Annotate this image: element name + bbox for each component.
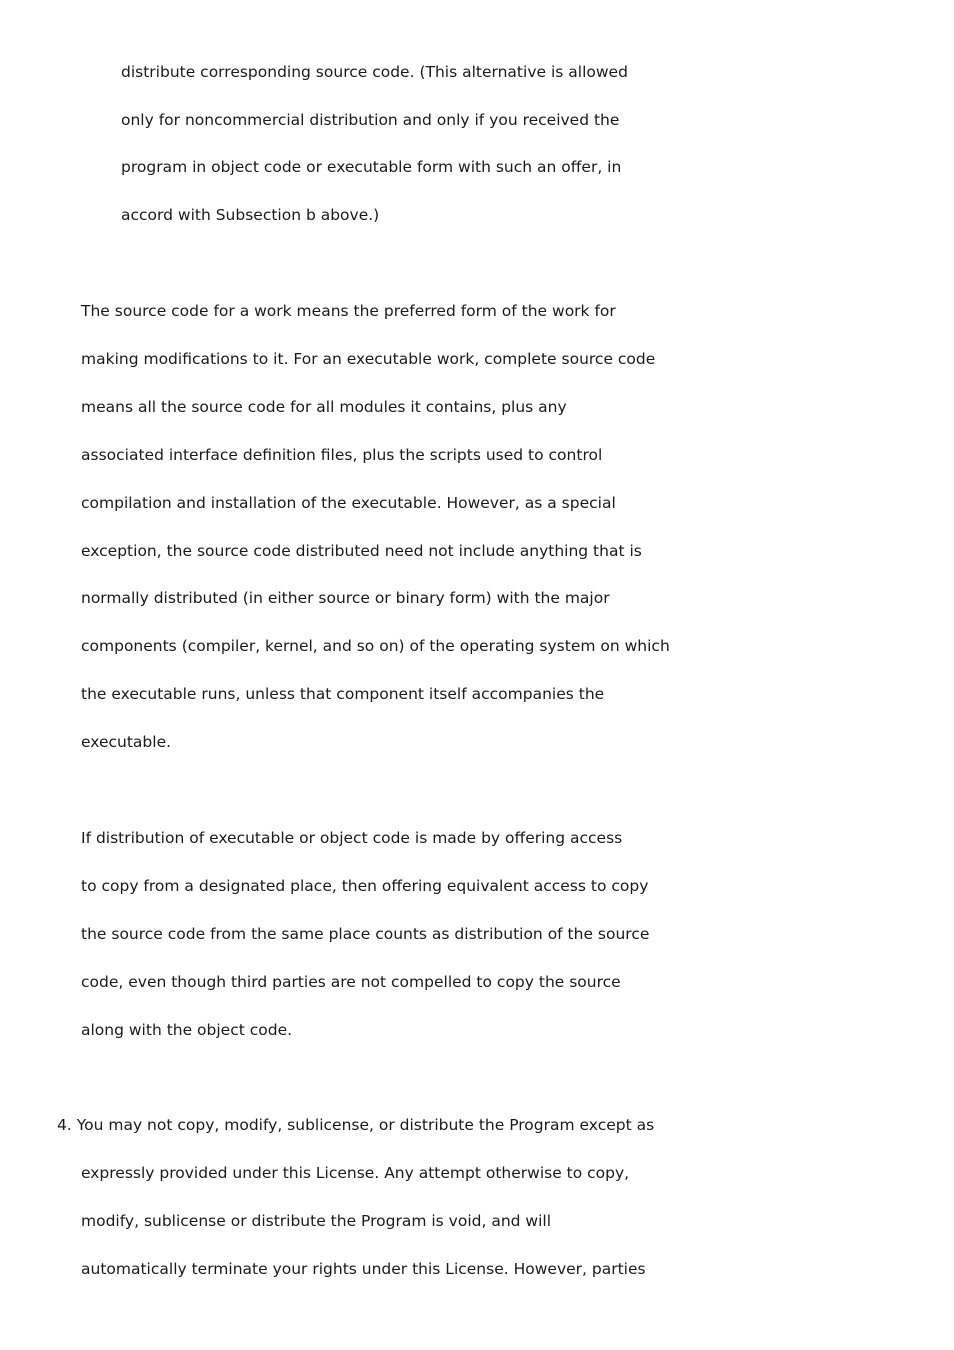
text-line: distribute corresponding source code. (This alternative is allowed (121, 63, 628, 81)
text-line: modify, sublicense or distribute the Program is void, and will (81, 1212, 552, 1230)
text-line: along with the object code. (81, 1021, 293, 1039)
text-line: means all the source code for all modules it contains, plus any (81, 398, 567, 416)
text-line: the executable runs, unless that component itself accompanies the (81, 685, 605, 703)
text-line: executable. (81, 733, 172, 751)
text-line: associated interface definition files, plus the scripts used to control (81, 446, 603, 464)
text-line: to copy from a designated place, then offering equivalent access to copy (81, 877, 649, 895)
text-line: only for noncommercial distribution and only if you received the (121, 111, 620, 129)
text-line: automatically terminate your rights under this License. However, parties (81, 1260, 646, 1278)
text-line: the source code from the same place counts as distribution of the source (81, 925, 650, 943)
text-line: exception, the source code distributed need not include anything that is (81, 542, 642, 560)
text-line: components (compiler, kernel, and so on) of the operating system on which (81, 637, 670, 655)
section-4-heading-line: 4. You may not copy, modify, sublicense, or distribute the Program except as (57, 1116, 655, 1134)
text-line: expressly provided under this License. Any attempt otherwise to copy, (81, 1164, 630, 1182)
text-line: program in object code or executable form with such an offer, in (121, 158, 622, 176)
text-line: code, even though third parties are not compelled to copy the source (81, 973, 621, 991)
text-line: making modifications to it. For an executable work, complete source code (81, 350, 656, 368)
text-line: normally distributed (in either source or binary form) with the major (81, 589, 610, 607)
text-line: The source code for a work means the preferred form of the work for (81, 302, 616, 320)
text-line: accord with Subsection b above.) (121, 206, 380, 224)
text-line: compilation and installation of the executable. However, as a special (81, 494, 616, 512)
text-line: If distribution of executable or object code is made by offering access (81, 829, 623, 847)
